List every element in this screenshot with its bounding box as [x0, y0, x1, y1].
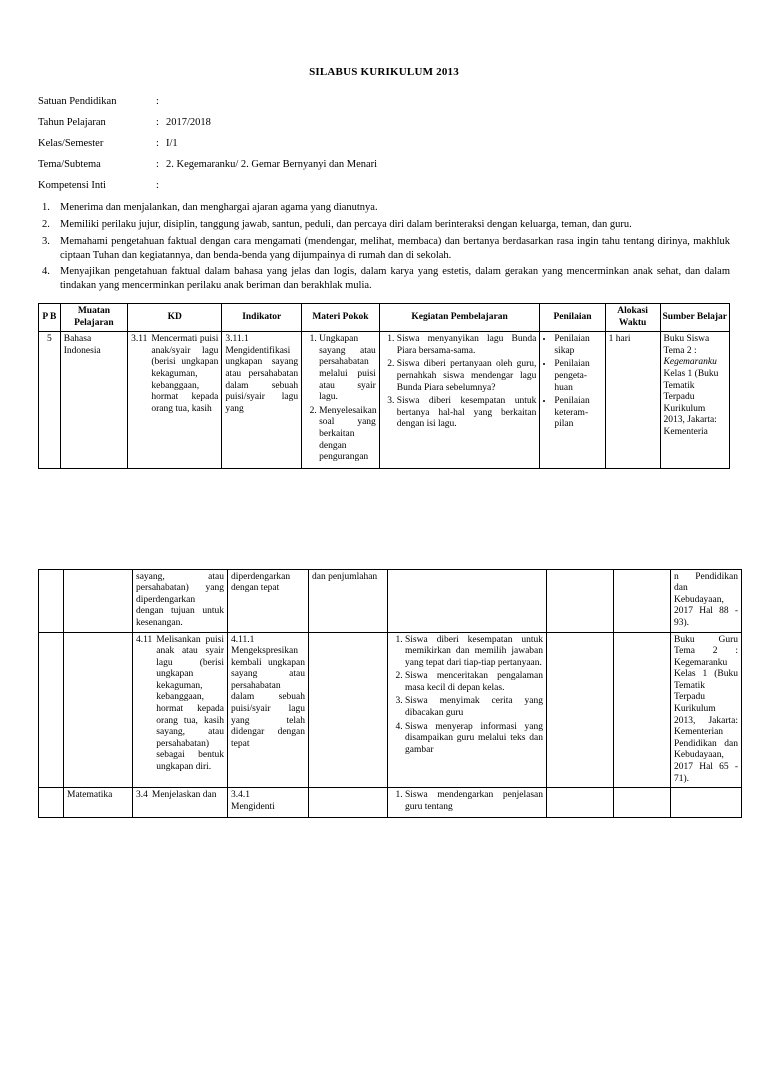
cell-pb: 5 — [39, 332, 61, 468]
cell-indikator — [222, 332, 302, 468]
cell-sumber-belajar — [660, 332, 729, 468]
kompetensi-inti-list — [38, 201, 730, 293]
cell-materi-pokok: dan penjumlahan — [309, 569, 388, 632]
list-item-text: Menyajikan pengetahuan faktual dalam bahasa yang jelas dan logis, dalam karya yang estetis, dalam gerakan yang mencerminkan anak sehat, dan dalam tindakan yang mencerminkan perilaku anak beriman dan berakhlak mulia. — [60, 266, 730, 292]
indikator-code: 4.11.1 — [231, 634, 255, 645]
column-header-kd: KD — [128, 304, 222, 332]
sumber-rest: Kelas 1 (Buku Tematik Terpadu Kurikulum 2013, Jakarta: Kementeria — [663, 369, 719, 437]
list-item-text: Memiliki perilaku jujur, disiplin, tanggung jawab, santun, peduli, dan percaya diri dalam berinteraksi dengan keluarga, teman, dan guru. — [60, 218, 632, 230]
cell-kd: sayang, atau persahabatan) yang diperdengarkan dengan tujuan untuk kesenangan. — [133, 569, 228, 632]
list-item — [38, 235, 730, 263]
list-item: 3. Siswa diberi kesempatan untuk bertanya hal-hal yang berkaitan dengan isi lagu. — [397, 396, 537, 431]
meta-separator: : — [156, 180, 159, 191]
list-item: • Penilaian pengeta-huan — [554, 359, 601, 394]
list-item: 1. Siswa diberi kesempatan untuk memikirkan dan memilih jawaban yang tepat dari tiap-tiap pertanyaan. — [405, 635, 543, 670]
kegiatan-list — [383, 334, 537, 431]
cell-kegiatan — [388, 632, 547, 788]
list-item — [38, 201, 730, 215]
indikator-code: 3.4.1 — [231, 790, 250, 801]
table-row — [39, 632, 742, 788]
page-break-gap — [38, 469, 730, 569]
cell-sumber-belajar — [671, 788, 742, 818]
cell-penilaian — [547, 569, 614, 632]
cell-kegiatan — [388, 569, 547, 632]
sumber-italic: Kegemaranku — [663, 357, 717, 368]
indikator-text: Mengidenti — [231, 801, 275, 812]
kegiatan-list — [391, 635, 543, 757]
cell-muatan: Bahasa Indonesia — [60, 332, 127, 468]
list-item-text: Memahami pengetahuan faktual dengan cara mengamati (mendengar, melihat, membaca) dan bertanya berdasarkan rasa ingin tahu tentang dirinya, makhluk ciptaan Tuhan dan kegiatannya, dan benda-benda yang dijumpainya di rumah dan di sekolah. — [60, 235, 730, 261]
kd-code: 3.11 — [131, 334, 148, 345]
list-item-number: 4. — [42, 266, 50, 278]
list-item — [38, 265, 730, 293]
list-item: • Penilaian sikap — [554, 334, 601, 357]
sumber-plain: Buku Siswa Tema 2 : — [663, 334, 710, 356]
column-header-sumber-belajar: Sumber Belajar — [660, 304, 729, 332]
cell-alokasi-waktu — [614, 632, 671, 788]
cell-penilaian — [547, 632, 614, 788]
meta-label: Satuan Pendidikan — [38, 96, 117, 107]
list-item: 1. Ungkapan sayang atau persahabatan melalui puisi atau syair lagu. — [319, 334, 376, 403]
kd-text: Melisankan puisi anak atau syair lagu (berisi ungkapan kekaguman, kebanggaan, hormat kepada orang tua, kasih sayang, atau persahabatan) sebagai bentuk ungkapan diri. — [156, 634, 224, 772]
kd-code: 4.11 — [136, 634, 153, 645]
indikator-code: 3.11.1 — [225, 334, 249, 345]
column-header-muatan-pelajaran: Muatan Pelajaran — [60, 304, 127, 332]
document-meta — [38, 96, 730, 191]
table-row — [39, 788, 742, 818]
cell-muatan — [64, 632, 133, 788]
page-title: SILABUS KURIKULUM 2013 — [309, 66, 459, 78]
list-item-number: 2. — [42, 218, 50, 230]
cell-materi-pokok — [309, 632, 388, 788]
cell-kegiatan — [388, 788, 547, 818]
cell-sumber-belajar: n Pendidikan dan Kebudayaan, 2017 Hal 88 - 93). — [671, 569, 742, 632]
table-header-row — [39, 304, 730, 332]
document-page — [0, 66, 768, 1090]
kd-code: 3.4 — [136, 790, 148, 801]
list-item: 1. Siswa menyanyikan lagu Bunda Piara bersama-sama. — [397, 334, 537, 357]
silabus-table — [38, 303, 730, 469]
cell-kegiatan — [379, 332, 540, 468]
table-row — [39, 569, 742, 632]
column-header-pb: P B — [39, 304, 61, 332]
cell-kd — [133, 632, 228, 788]
meta-value: I/1 — [166, 138, 178, 149]
cell-alokasi-waktu — [614, 569, 671, 632]
list-item-text: Menerima dan menjalankan, dan menghargai ajaran agama yang dianutnya. — [60, 202, 378, 213]
cell-indikator — [228, 632, 309, 788]
silabus-table-continued — [38, 569, 742, 819]
column-header-indikator: Indikator — [222, 304, 302, 332]
cell-indikator: diperdengarkan dengan tepat — [228, 569, 309, 632]
table-body — [39, 332, 730, 468]
cell-penilaian — [547, 788, 614, 818]
indikator-text: Mengekspresikan kembali ungkapan sayang atau persahabatan dalam sebuah puisi/syair lagu yang telah didengar dengan tepat — [231, 646, 305, 749]
meta-separator: : — [156, 138, 159, 149]
meta-value: 2017/2018 — [166, 117, 211, 128]
list-item: 2. Siswa menceritakan pengalaman masa kecil di depan kelas. — [405, 671, 543, 694]
meta-row-tema-subtema — [38, 159, 730, 170]
cell-pb — [39, 569, 64, 632]
list-item-number: 3. — [42, 235, 50, 247]
cell-sumber-belajar: Buku Guru Tema 2 : Kegemaranku Kelas 1 (Buku Tematik Terpadu Kurikulum 2013, Jakarta: Kementerian Pendidikan dan Kebudayaan, 2017 Hal 65 - 71). — [671, 632, 742, 788]
meta-label: Tema/Subtema — [38, 159, 101, 170]
cell-muatan — [64, 569, 133, 632]
meta-separator: : — [156, 117, 159, 128]
meta-row-kelas-semester — [38, 138, 730, 149]
meta-separator: : — [156, 159, 159, 170]
kd-text: Mencermati puisi anak/syair lagu (berisi ungkapan kekaguman, kebanggaan, hormat kepada orang tua, kasih — [151, 334, 219, 414]
cell-kd — [133, 788, 228, 818]
cell-pb — [39, 632, 64, 788]
table-body-continued — [39, 569, 742, 818]
cell-materi-pokok — [309, 788, 388, 818]
cell-indikator — [228, 788, 309, 818]
table-row — [39, 332, 730, 468]
column-header-alokasi-waktu: Alokasi Waktu — [605, 304, 660, 332]
meta-row-tahun-pelajaran — [38, 117, 730, 128]
table-header — [39, 304, 730, 332]
meta-row-satuan-pendidikan — [38, 96, 730, 107]
meta-value — [166, 96, 730, 107]
list-item: 3. Siswa menyimak cerita yang dibacakan guru — [405, 696, 543, 719]
list-item: • Penilaian keteram-pilan — [554, 396, 601, 431]
kegiatan-list — [391, 790, 543, 813]
list-item: 2. Siswa diberi pertanyaan oleh guru, pernahkah siswa mendengar lagu Bunda Piara sebelumnya? — [397, 359, 537, 394]
cell-penilaian — [540, 332, 605, 468]
column-header-penilaian: Penilaian — [540, 304, 605, 332]
cell-materi-pokok — [302, 332, 380, 468]
list-item: 1. Siswa mendengarkan penjelasan guru tentang — [405, 790, 543, 813]
meta-label: Tahun Pelajaran — [38, 117, 106, 128]
meta-value: 2. Kegemaranku/ 2. Gemar Bernyanyi dan Menari — [166, 159, 378, 170]
materi-list — [305, 334, 376, 463]
meta-label: Kompetensi Inti — [38, 180, 106, 191]
cell-kd — [128, 332, 222, 468]
meta-label: Kelas/Semester — [38, 138, 104, 149]
cell-alokasi-waktu — [614, 788, 671, 818]
meta-value — [166, 180, 730, 191]
indikator-text: Mengidentifikasi ungkapan sayang atau persahabatan dalam sebuah puisi/syair lagu yang — [225, 345, 299, 414]
list-item — [38, 218, 730, 232]
kd-text: Menjelaskan dan — [151, 790, 217, 801]
meta-row-kompetensi-inti — [38, 180, 730, 191]
list-item: 4. Siswa menyerap informasi yang disampaikan guru melalui teks dan gambar — [405, 722, 543, 757]
cell-alokasi-waktu: 1 hari — [605, 332, 660, 468]
list-item-number: 1. — [42, 202, 50, 213]
column-header-kegiatan-pembelajaran: Kegiatan Pembelajaran — [379, 304, 540, 332]
list-item: 2. Menyelesaikan soal yang berkaitan dengan pengurangan — [319, 406, 376, 464]
cell-muatan: Matematika — [64, 788, 133, 818]
cell-pb — [39, 788, 64, 818]
penilaian-list — [543, 334, 601, 431]
column-header-materi-pokok: Materi Pokok — [302, 304, 380, 332]
meta-separator: : — [156, 96, 159, 107]
